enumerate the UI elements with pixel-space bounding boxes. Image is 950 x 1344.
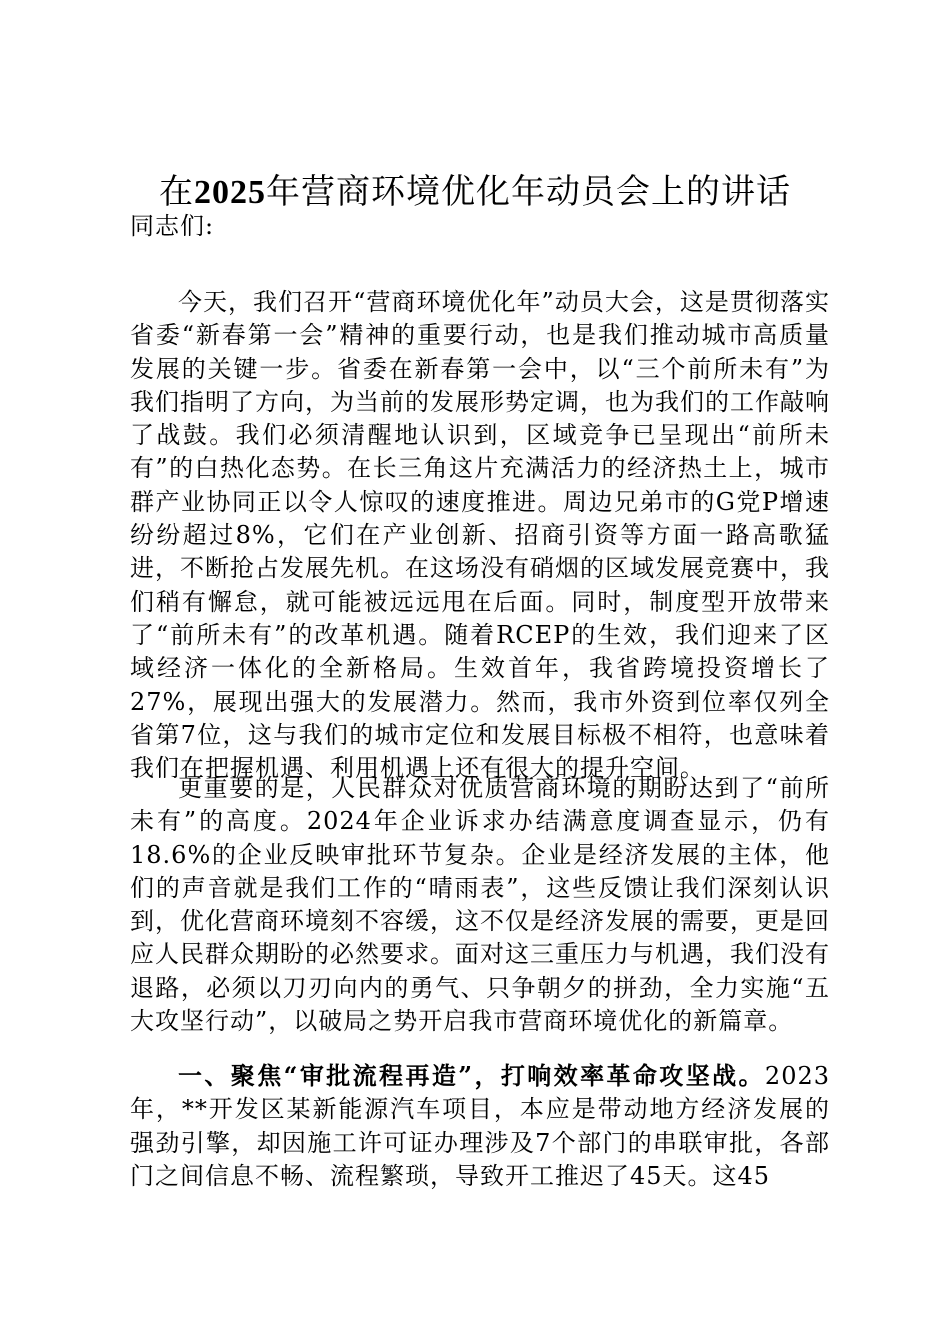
paragraph-2	[130, 772, 830, 1038]
title-suffix: 年营商环境优化年动员会上的讲话	[266, 172, 791, 212]
title-prefix: 在	[159, 172, 194, 212]
title-year: 2025	[194, 174, 266, 211]
section-body-text: 2023年，**开发区某新能源汽车项目，本应是带动地方经济发展的强劲引擎，却因施工许可证办理涉及7个部门的串联审批，各部门之间信息不畅、流程繁琐，导致开工推迟了45天。这45	[130, 1062, 830, 1190]
section-heading: 一、聚焦“审批流程再造”，打响效率革命攻坚战。	[178, 1061, 765, 1090]
salutation: 同志们:	[130, 212, 215, 240]
paragraph-3	[130, 1059, 830, 1193]
paragraph-text	[130, 1059, 830, 1193]
paragraph-text: 更重要的是，人民群众对优质营商环境的期盼达到了“前所未有”的高度。2024年企业诉求办结满意度调查显示，仍有18.6%的企业反映审批环节复杂。企业是经济发展的主体，他们的声音就是我们工作的“晴雨表”，这些反馈让我们深刻认识到，优化营商环境刻不容缓，这不仅是经济发展的需要，更是回应人民群众期盼的必然要求。面对这三重压力与机遇，我们没有退路，必须以刀刃向内的勇气、只争朝夕的拼劲，全力实施“五大攻坚行动”，以破局之势开启我市营商环境优化的新篇章。	[130, 774, 830, 1036]
paragraph-text: 今天，我们召开“营商环境优化年”动员大会，这是贯彻落实省委“新春第一会”精神的重要行动，也是我们推动城市高质量发展的关键一步。省委在新春第一会中，以“三个前所未有”为我们指明了方向，为当前的发展形势定调，也为我们的工作敲响了战鼓。我们必须清醒地认识到，区域竞争已呈现出“前所未有”的白热化态势。在长三角这片充满活力的经济热土上，城市群产业协同正以令人惊叹的速度推进。周边兄弟市的G党P增速纷纷超过8%，它们在产业创新、招商引资等方面一路高歌猛进，不断抢占发展先机。在这场没有硝烟的区域发展竞赛中，我们稍有懈怠，就可能被远远甩在后面。同时，制度型开放带来了“前所未有”的改革机遇。随着RCEP的生效，我们迎来了区域经济一体化的全新格局。生效首年，我省跨境投资增长了27%，展现出强大的发展潜力。然而，我市外资到位率仅列全省第7位，这与我们的城市定位和发展目标极不相符，也意味着我们在把握机遇、利用机遇上还有很大的提升空间。	[130, 288, 830, 783]
paragraph-1	[130, 286, 830, 785]
